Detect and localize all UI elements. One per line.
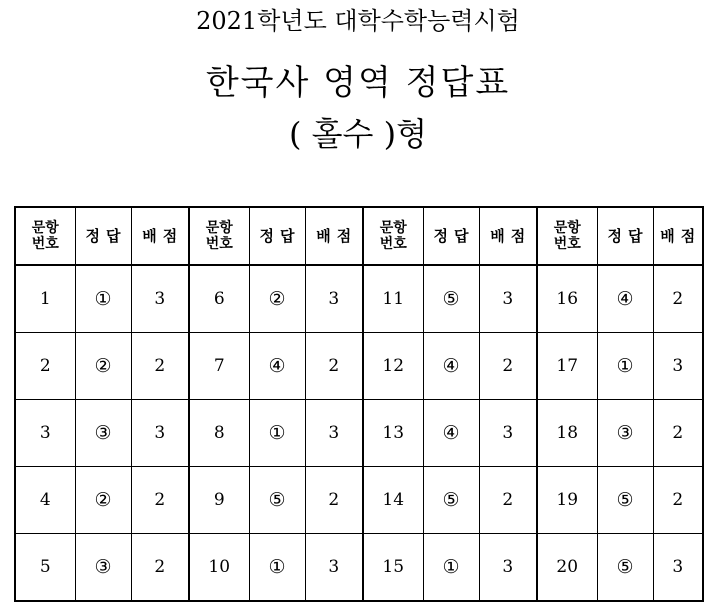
question-number-cell: 13: [363, 400, 423, 467]
answer-cell: ①: [249, 400, 305, 467]
score-cell: 2: [131, 333, 189, 400]
column-header-number: 문항 번호: [189, 207, 249, 265]
question-number-cell: 9: [189, 467, 249, 534]
question-number-cell: 5: [15, 534, 75, 602]
question-number-cell: 1: [15, 265, 75, 333]
score-cell: 2: [653, 265, 703, 333]
score-cell: 3: [653, 534, 703, 602]
score-cell: 2: [479, 333, 537, 400]
answer-cell: ①: [597, 333, 653, 400]
answer-cell: ④: [423, 400, 479, 467]
score-cell: 3: [479, 400, 537, 467]
column-header-answer: 정답: [75, 207, 131, 265]
score-cell: 2: [305, 467, 363, 534]
question-number-cell: 7: [189, 333, 249, 400]
answer-cell: ①: [423, 534, 479, 602]
question-number-cell: 10: [189, 534, 249, 602]
score-cell: 3: [131, 400, 189, 467]
answer-cell: ①: [75, 265, 131, 333]
answer-cell: ②: [75, 333, 131, 400]
question-number-cell: 3: [15, 400, 75, 467]
score-cell: 2: [131, 467, 189, 534]
table-row: [15, 400, 703, 467]
column-header-answer: 정답: [597, 207, 653, 265]
score-cell: 2: [305, 333, 363, 400]
question-number-cell: 17: [537, 333, 597, 400]
question-number-cell: 20: [537, 534, 597, 602]
question-number-cell: 15: [363, 534, 423, 602]
question-number-cell: 8: [189, 400, 249, 467]
question-number-cell: 14: [363, 467, 423, 534]
score-cell: 2: [653, 400, 703, 467]
column-header-score: 배점: [479, 207, 537, 265]
score-cell: 2: [479, 467, 537, 534]
column-header-number: 문항 번호: [15, 207, 75, 265]
question-number-cell: 16: [537, 265, 597, 333]
score-cell: 3: [305, 534, 363, 602]
score-cell: 3: [479, 265, 537, 333]
answer-cell: ③: [597, 400, 653, 467]
question-number-cell: 4: [15, 467, 75, 534]
answer-cell: ⑤: [597, 534, 653, 602]
answer-cell: ①: [249, 534, 305, 602]
column-header-answer: 정답: [249, 207, 305, 265]
score-cell: 3: [305, 400, 363, 467]
header-row: [15, 207, 703, 265]
table-row: [15, 265, 703, 333]
answer-cell: ②: [75, 467, 131, 534]
answer-cell: ④: [249, 333, 305, 400]
answer-cell: ⑤: [423, 265, 479, 333]
question-number-cell: 6: [189, 265, 249, 333]
column-header-answer: 정답: [423, 207, 479, 265]
answer-cell: ③: [75, 400, 131, 467]
answer-cell: ④: [597, 265, 653, 333]
column-header-score: 배점: [305, 207, 363, 265]
answer-cell: ③: [75, 534, 131, 602]
score-cell: 2: [131, 534, 189, 602]
score-cell: 3: [131, 265, 189, 333]
column-header-score: 배점: [131, 207, 189, 265]
answer-key-table: [14, 206, 704, 602]
answer-cell: ⑤: [597, 467, 653, 534]
exam-title: 2021학년도 대학수학능력시험: [196, 7, 520, 35]
question-number-cell: 11: [363, 265, 423, 333]
answer-cell: ②: [249, 265, 305, 333]
column-header-score: 배점: [653, 207, 703, 265]
answer-table-body: [15, 265, 703, 601]
table-row: [15, 333, 703, 400]
score-cell: 3: [479, 534, 537, 602]
table-row: [15, 534, 703, 602]
question-number-cell: 12: [363, 333, 423, 400]
answer-cell: ⑤: [423, 467, 479, 534]
question-number-cell: 18: [537, 400, 597, 467]
form-type-label: ( 홀수 )형: [288, 115, 428, 153]
score-cell: 3: [653, 333, 703, 400]
score-cell: 3: [305, 265, 363, 333]
column-header-number: 문항 번호: [363, 207, 423, 265]
table-row: [15, 467, 703, 534]
answer-cell: ⑤: [249, 467, 305, 534]
score-cell: 2: [653, 467, 703, 534]
sheet-title: 한국사 영역 정답표: [205, 63, 511, 103]
question-number-cell: 19: [537, 467, 597, 534]
question-number-cell: 2: [15, 333, 75, 400]
answer-cell: ④: [423, 333, 479, 400]
column-header-number: 문항 번호: [537, 207, 597, 265]
